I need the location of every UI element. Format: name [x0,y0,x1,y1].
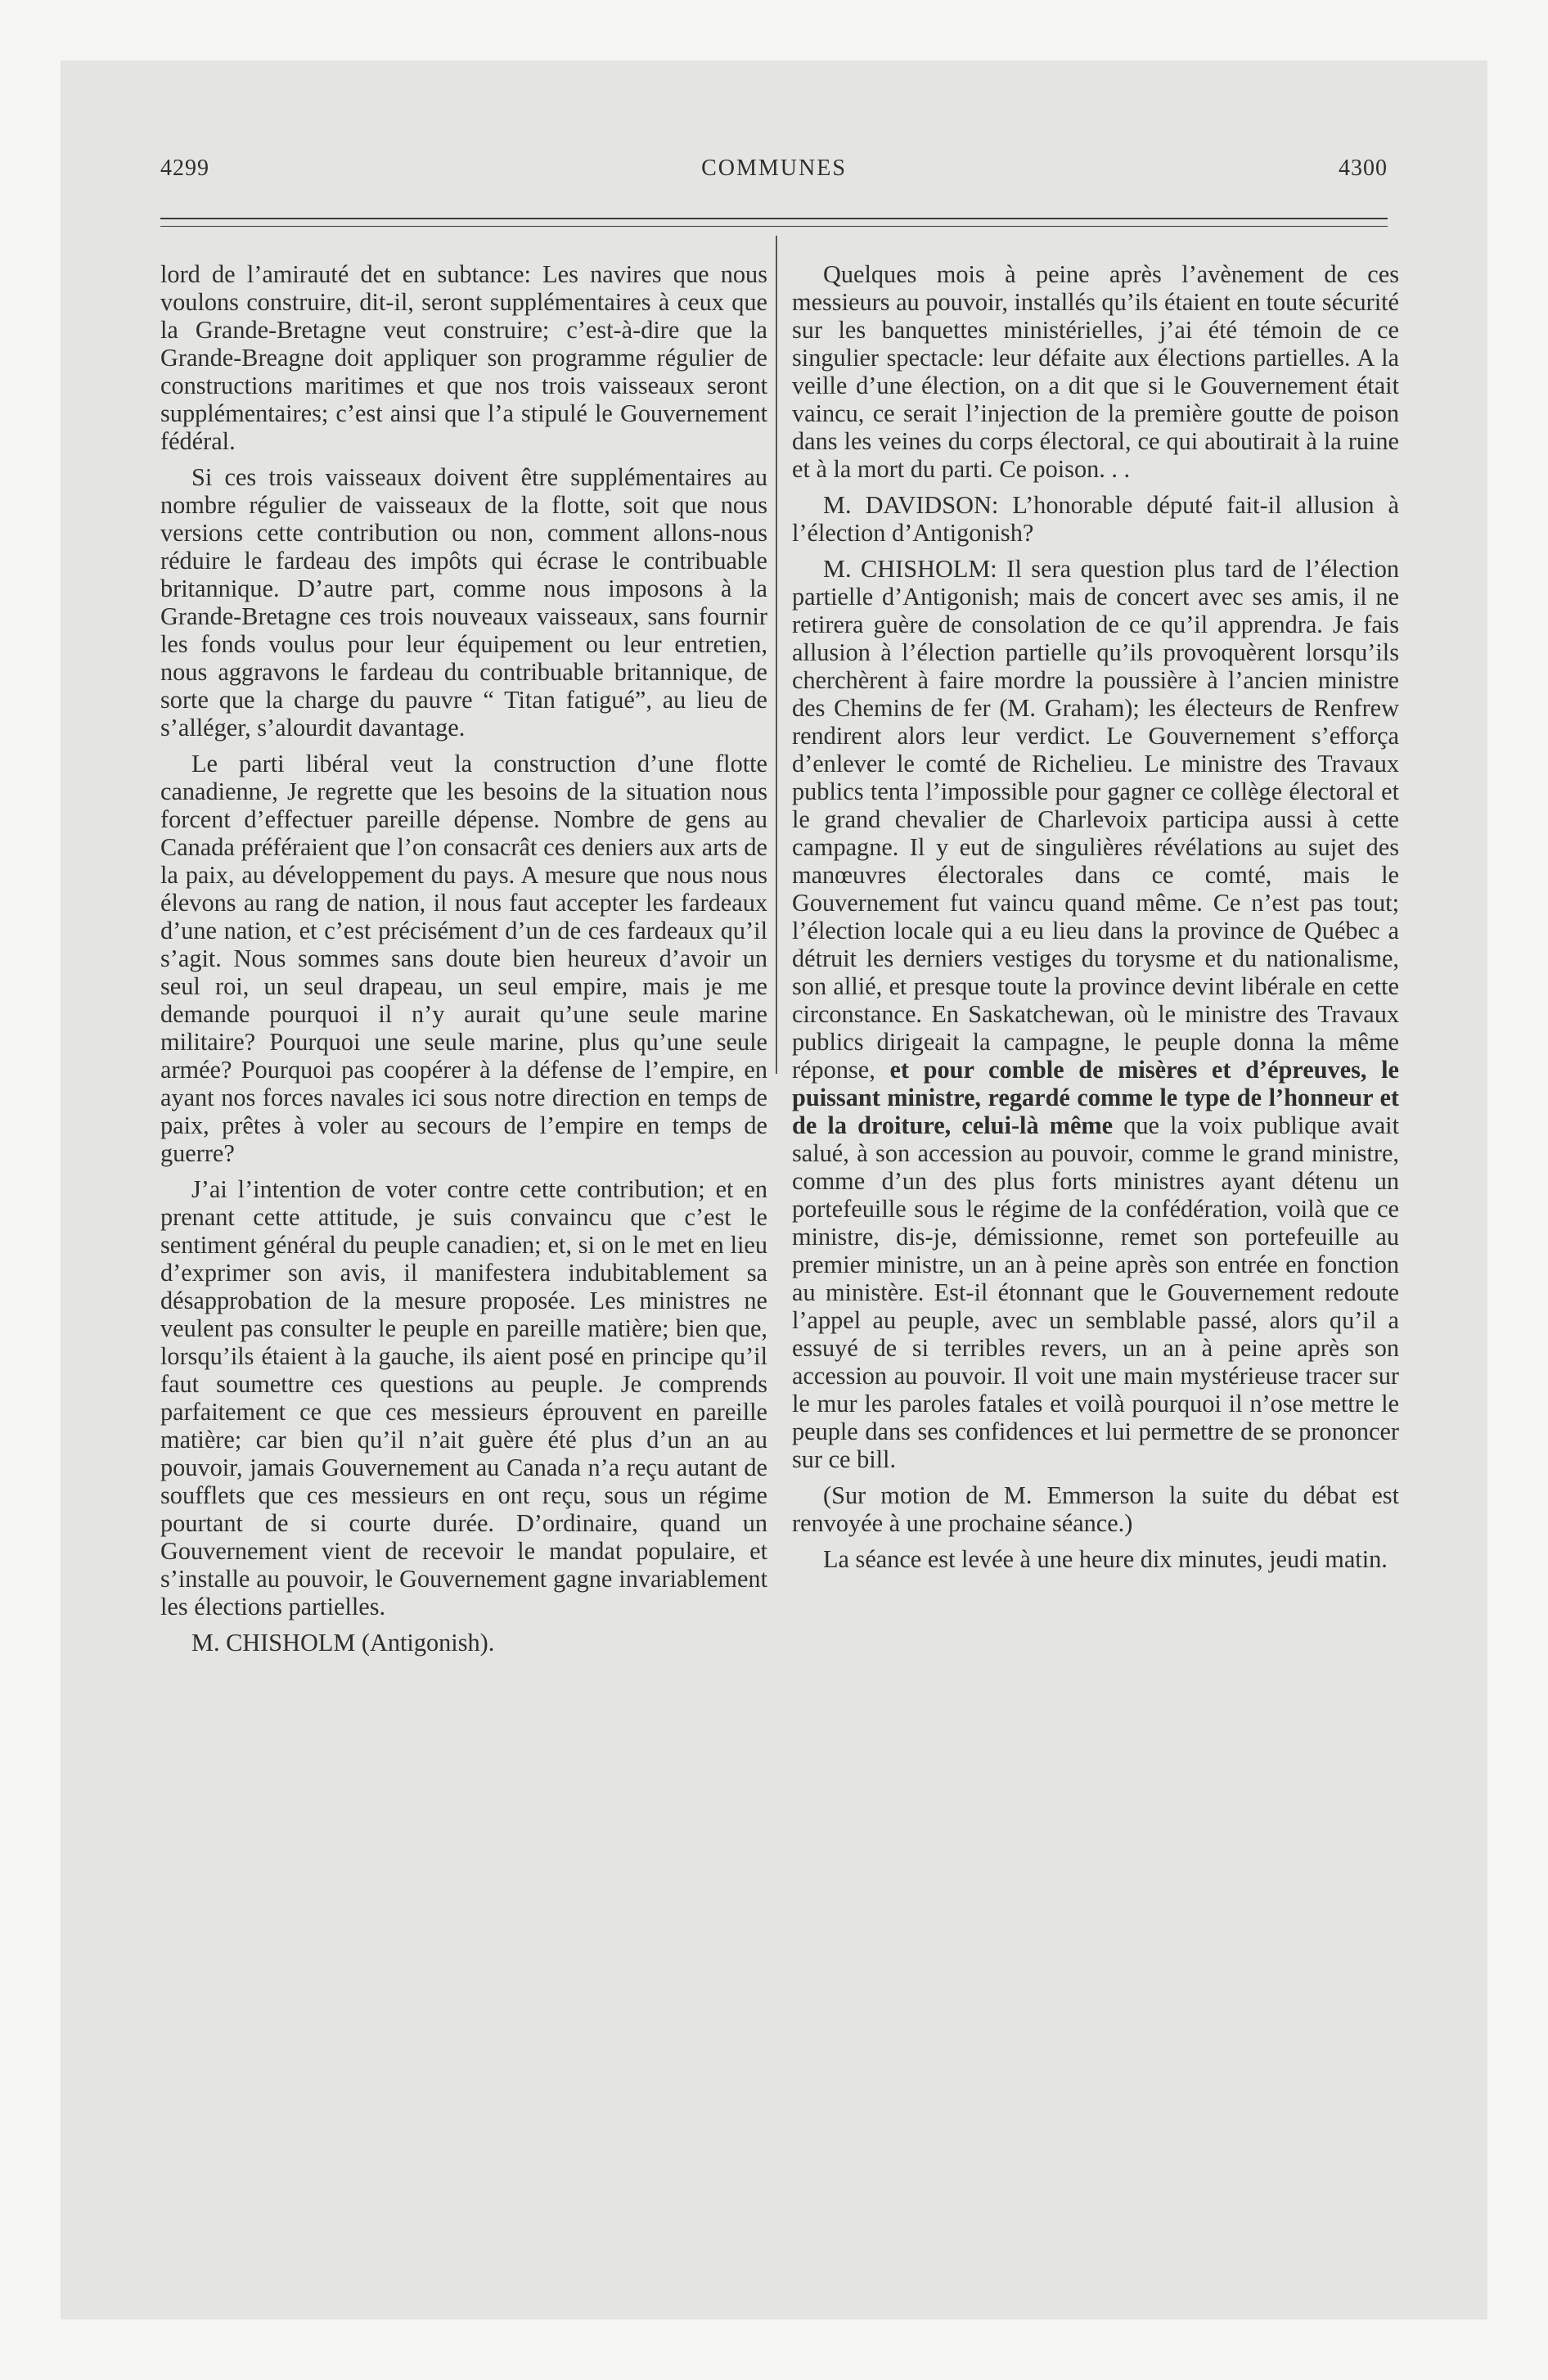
right-column [792,260,1399,1581]
page-header [160,156,1388,188]
paragraph-text: que la voix publique avait salué, à son accession au pouvoir, comme le grand ministre, comme d’un des plus forts ministres ayant détenu un portefeuille sous le régime de la confédération, voilà que ce ministre, dis-je, démissionne, remet son portefeuille au premier ministre, un an à peine après son entrée en fonction au ministère. Est-il étonnant que le Gouvernement redoute l’appel au peuple, avec un semblable passé, alors qu’il a essuyé de si terribles revers, un an à peine après son accession au pouvoir. Il voit une main mystérieuse tracer sur le mur les paroles fatales et voilà pourquoi il n’ose mettre le peuple dans ses confidences et lui permettre de se prononcer sur ce bill. [792,1111,1399,1473]
paragraph: J’ai l’intention de voter contre cette contribution; et en prenant cette attitude, je suis convaincu que c’est le sentiment général du peuple canadien; et, si on le met en lieu d’exprimer son avis, il manifestera indubitablement sa désapprobation de la mesure proposée. Les ministres ne veulent pas consulter le peuple en pareille matière; bien que, lorsqu’ils étaient à la gauche, ils aient posé en principe qu’il faut soumettre ces questions au peuple. Je comprends parfaitement ce que ces messieurs éprouvent en pareille matière; car bien qu’il n’ait guère été plus d’un an au pouvoir, jamais Gouvernement au Canada n’a reçu autant de soufflets que ces messieurs en ont reçu, sous un régime pourtant de si courte durée. D’ordinaire, quand un Gouvernement vient de recevoir le mandat populaire, et s’installe au pouvoir, le Gouvernement gagne invariablement les élections partielles. [160,1175,767,1620]
column-divider [776,236,777,1074]
procedural-note: (Sur motion de M. Emmerson la suite du débat est renvoyée à une prochaine séance.) [792,1481,1399,1537]
header-rule [160,218,1388,219]
paragraph: M. DAVIDSON: L’honorable député fait-il allusion à l’élection d’Antigonish? [792,491,1399,547]
bold-text: et pour comble de misères et d’épreuves, le puissant ministre, regardé comme le type de l’honneur et de la droiture, celui-là même [792,1056,1399,1139]
paragraph-text: M. CHISHOLM: Il sera question plus tard de l’élection partielle d’Antigonish; mais de concert avec ses amis, il ne retirera guère de consolation de ce qu’il apprendra. Je fais allusion à l’élection partielle qu’ils provoquèrent lorsqu’ils cherchèrent à faire mordre la poussière à l’ancien ministre des Chemins de fer (M. Graham); les électeurs de Renfrew rendirent alors leur verdict. Le Gouvernement s’efforça d’enlever le comté de Richelieu. Le ministre des Travaux publics tenta l’impossible pour gagner ce collège électoral et le grand chevalier de Charlevoix participa aussi à cette campagne. Il y eut de singulières révélations au sujet des manœuvres électorales dans ce comté, mais le Gouvernement fut vaincu quand même. Ce n’est pas tout; l’élection locale qui a eu lieu dans la province de Québec a détruit les derniers vestiges du torysme et du nationalisme, son allié, et presque toute la province devint libérale en cette circonstance. En Saskatchewan, où le ministre des Travaux publics dirigeait la campagne, le peuple donna la même réponse, [792,555,1399,1084]
paragraph: lord de l’amirauté det en subtance: Les navires que nous voulons construire, dit-il, seront supplémentaires à ceux que la Grande-Bretagne veut construire; c’est-à-dire que la Grande-Breagne doit appliquer son programme régulier de constructions maritimes et que nos trois vaisseaux seront supplémentaires; c’est ainsi que l’a stipulé le Gouvernement fédéral. [160,260,767,455]
page-number-left: 4299 [160,156,209,181]
page-number-right: 4300 [1339,156,1388,181]
adjournment-note: La séance est levée à une heure dix minutes, jeudi matin. [823,1545,1388,1573]
left-column [160,260,767,1665]
paragraph: Si ces trois vaisseaux doivent être supplémentaires au nombre régulier de vaisseaux de la flotte, soit que nous versions cette contribution ou non, comment allons-nous réduire le fardeau des impôts qui écrase le contribuable britannique. D’autre part, comme nous imposons à la Grande-Bretagne ces trois nouveaux vaisseaux, sans fournir les fonds voulus pour leur équipement ou leur entretien, nous aggravons le fardeau du contribuable britannique, de sorte que la charge du pauvre “ Titan fatigué”, au lieu de s’alléger, s’alourdit davantage. [160,463,767,741]
paragraph: Le parti libéral veut la construction d’une flotte canadienne, Je regrette que les besoins de la situation nous forcent d’effectuer pareille dépense. Nombre de gens au Canada préféraient que l’on consacrât ces deniers aux arts de la paix, au développement du pays. A mesure que nous nous élevons au rang de nation, il nous faut accepter les fardeaux d’une nation, et c’est précisément d’un de ces fardeaux qu’il s’agit. Nous sommes sans doute bien heureux d’avoir un seul roi, un seul drapeau, un seul empire, mais je me demande pourquoi il n’y aurait qu’une seule marine militaire? Pourquoi une seule marine, plus qu’une seule armée? Pourquoi pas coopérer à la défense de l’empire, en ayant nos forces navales ici sous notre direction en temps de paix, prêtes à voler au secours de l’empire en temps de guerre? [160,750,767,1167]
speaker-line: M. CHISHOLM (Antigonish). [191,1629,495,1657]
running-title: COMMUNES [701,156,847,181]
paragraph: Quelques mois à peine après l’avènement de ces messieurs au pouvoir, installés qu’ils étaient en toute sécurité sur les banquettes ministérielles, j’ai été témoin de ce singulier spectacle: leur défaite aux élections partielles. A la veille d’une élection, on a dit que si le Gouvernement était vaincu, ce serait l’injection de la première goutte de poison dans les veines du corps électoral, ce qui aboutirait à la ruine et à la mort du parti. Ce poison. . . [792,260,1399,483]
paragraph [792,555,1399,1473]
header-rule-thin [160,226,1388,227]
